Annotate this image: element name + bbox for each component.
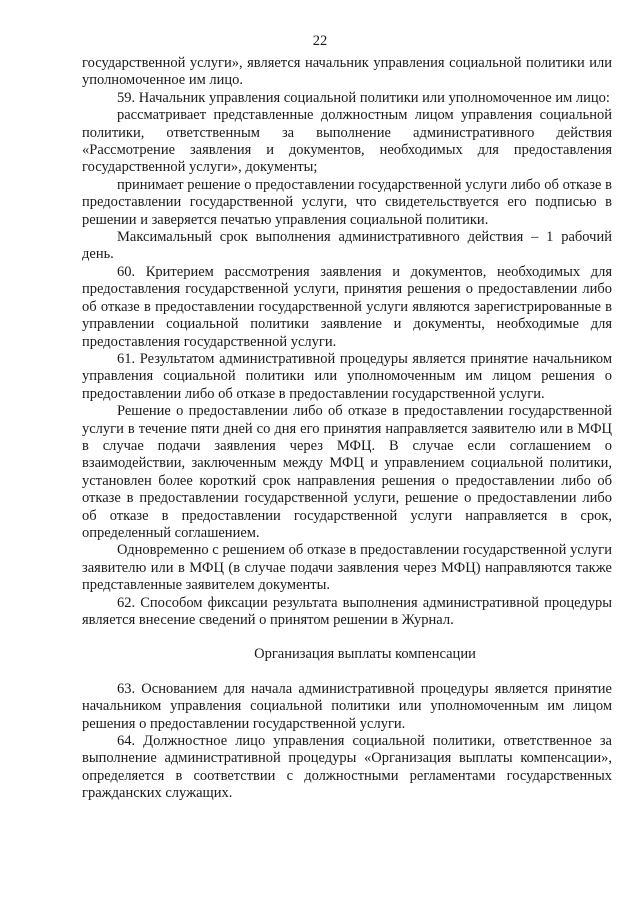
paragraph: 63. Основанием для начала административной процедуры является принятие начальником управления социальной политики или уполномоченным им лицом решения о предоставлении государственной услуги.	[82, 680, 612, 732]
page-number: 22	[312, 33, 328, 49]
paragraph: Одновременно с решением об отказе в предоставлении государственной услуги заявителю или в МФЦ (в случае подачи заявления через МФЦ) направляются также представленные заявителем документы.	[82, 542, 612, 594]
paragraph: Максимальный срок выполнения административного действия – 1 рабочий день.	[82, 229, 612, 263]
paragraph: 60. Критерием рассмотрения заявления и документов, необходимых для предоставления государственной услуги, принятия решения о предоставлении либо об отказе в предоставлении государственной услуги являются зарегистрированные в управлении социальной политики заявление и документы, необходимые для предоставления государственной услуги.	[82, 263, 612, 350]
paragraph: 64. Должностное лицо управления социальной политики, ответственное за выполнение административной процедуры «Организация выплаты компенсации», определяется в соответствии с должностными регламентами государственных гражданских служащих.	[82, 733, 612, 802]
paragraph: 62. Способом фиксации результата выполнения административной процедуры является внесение сведений о принятом решении в Журнал.	[82, 594, 612, 628]
paragraph: 59. Начальник управления социальной политики или уполномоченное им лицо:	[117, 89, 610, 106]
document-body	[82, 55, 612, 803]
section-heading: Организация выплаты компенсации	[254, 646, 476, 663]
paragraph: рассматривает представленные должностным лицом управления социальной политики, ответственным за выполнение административного действия «Рассмотрение заявления и документов, необходимых для предоставления государственной услуги», документы;	[82, 107, 612, 176]
paragraph: принимает решение о предоставлении государственной услуги либо об отказе в предоставлении государственной услуги, что свидетельствуется его подписью в решении и заверяется печатью управления социальной политики.	[82, 176, 612, 228]
paragraph: Решение о предоставлении либо об отказе в предоставлении государственной услуги в течение пяти дней со дня его принятия направляется заявителю или в МФЦ в случае подачи заявления через МФЦ. В случае если соглашением о взаимодействии, заключенным между МФЦ и управлением социальной политики, установлен более короткий срок направления решения о предоставлении либо об отказе в предоставлении государственной услуги, решение о предоставлении либо об отказе в предоставлении государственной услуги направляется в срок, определенный соглашением.	[82, 403, 612, 541]
paragraph: 61. Результатом административной процедуры является принятие начальником управления социальной политики или уполномоченным им лицом решения о предоставлении либо об отказе в предоставлении государственной услуги.	[82, 350, 612, 402]
paragraph: государственной услуги», является начальник управления социальной политики или уполномоченное им лицо.	[82, 55, 612, 89]
